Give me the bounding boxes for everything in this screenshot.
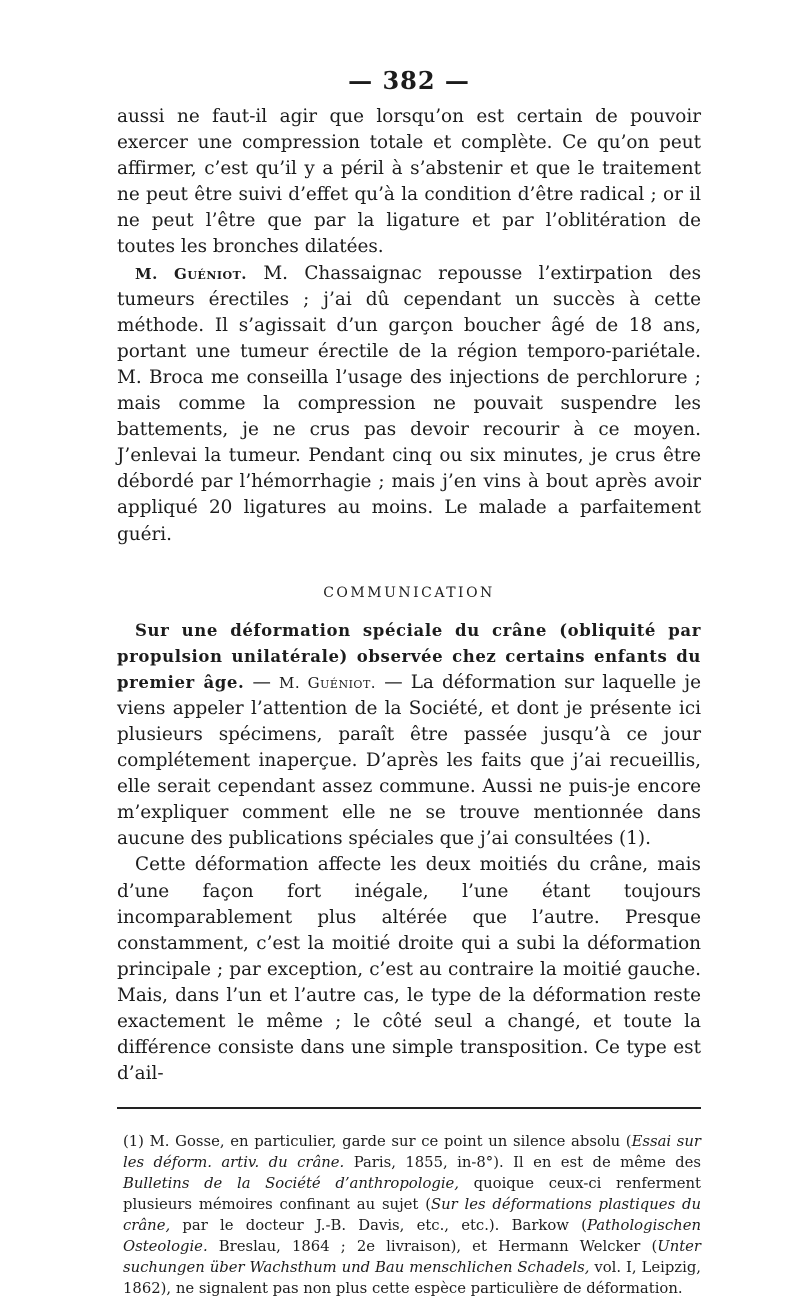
- footnote-italic-2: Bulletins de la Société d’anthropologie,: [123, 1175, 460, 1193]
- footnote-italic-1: Essai sur les déform. artiv. du crâne.: [123, 1133, 701, 1172]
- paragraph-2: [117, 261, 701, 548]
- footnote-part-3: quoique ceux-ci renferment plusieurs mémoires confinant au sujet (: [123, 1175, 701, 1214]
- footnote-part-5: Breslau, 1864 ; 2e livraison), et Hermann Welcker (: [207, 1238, 658, 1256]
- footnote-part-1: (1) M. Gosse, en particulier, garde sur ce point un silence absolu (: [123, 1133, 632, 1151]
- dash-1: —: [244, 671, 279, 693]
- paragraph-2-text: M. Chassaignac repousse l’extirpation des tumeurs érectiles ; j’ai dû cependant un succès à cette méthode. Il s’agissait d’un garçon boucher âgé de 18 ans, portant une tumeur érectile de la région temporo-pariétale. M. Broca me conseilla l’usage des injections de perchlorure ; mais comme la compression ne pouvait suspendre les battements, je ne crus pas devoir recourir à ce moyen. J’enlevai la tumeur. Pendant cinq ou six minutes, je crus être débordé par l’hémorrhagie ; mais j’en vins à bout après avoir appliqué 20 ligatures au moins. Le malade a parfaitement guéri.: [117, 262, 702, 545]
- section-heading: COMMUNICATION: [323, 584, 495, 601]
- communication-text: La déformation sur laquelle je viens appeler l’attention de la Société, et dont je présente ici plusieurs spécimens, paraît être passée jusqu’à ce jour complétement inaperçue. D’après les faits que j’ai recueillis, elle serait cependant assez commune. Aussi ne puis-je encore m’expliquer comment elle ne se trouve mentionnée dans aucune des publications spéciales que j’ai consultées (1).: [117, 671, 701, 850]
- communication-title: Sur une déformation spéciale du crâne (obliquité par propulsion unilatérale) observée chez certains enfants du premier âge.: [117, 620, 701, 692]
- paragraph-1: aussi ne faut-il agir que lorsqu’on est certain de pouvoir exercer une compression totale et complète. Ce qu’on peut affirmer, c’est qu’il y a péril à s’abstenir et que le traitement ne peut être suivi d’effet qu’à la condition d’être radical ; or il ne peut l’être que par la ligature et par l’oblitération de toutes les bronches dilatées.: [117, 106, 701, 258]
- paragraph-4: Cette déformation affecte les deux moitiés du crâne, mais d’une façon fort inégale, l’une étant toujours incomparablement plus altérée que l’autre. Presque constamment, c’est la moitié droite qui a subi la déformation principale ; par exception, c’est au contraire la moitié gauche. Mais, dans l’un et l’autre cas, le type de la déformation reste exactement le même ; le côté seul a changé, et toute la différence consiste dans une simple transposition. Ce type est d’ail-: [117, 854, 701, 1085]
- dash-2: —: [376, 671, 411, 693]
- footnote-part-6: vol. I, Leipzig, 1862), ne signalent pas non plus cette espèce particulière de déformation.: [123, 1259, 702, 1298]
- footnote-divider: [117, 1107, 701, 1109]
- communication-paragraph: [117, 618, 701, 853]
- footnote: [117, 1131, 701, 1299]
- page-number: — 382 —: [348, 66, 470, 95]
- footnote-italic-3: Sur les déformations plastiques du crâne,: [123, 1196, 701, 1235]
- page: [117, 66, 701, 1299]
- communication-author: M. Guéniot.: [279, 673, 377, 692]
- footnote-italic-5: Unter suchungen über Wachsthum und Bau menschlichen Schadels,: [123, 1238, 701, 1277]
- footnote-italic-4: Pathologischen Osteologie.: [123, 1217, 701, 1256]
- speaker-name: M. Guéniot.: [135, 264, 248, 283]
- footnote-part-2: Paris, 1855, in-8°). Il en est de même des: [344, 1154, 702, 1172]
- footnote-part-4: par le docteur J.-B. Davis, etc., etc.). Barkow (: [170, 1217, 587, 1235]
